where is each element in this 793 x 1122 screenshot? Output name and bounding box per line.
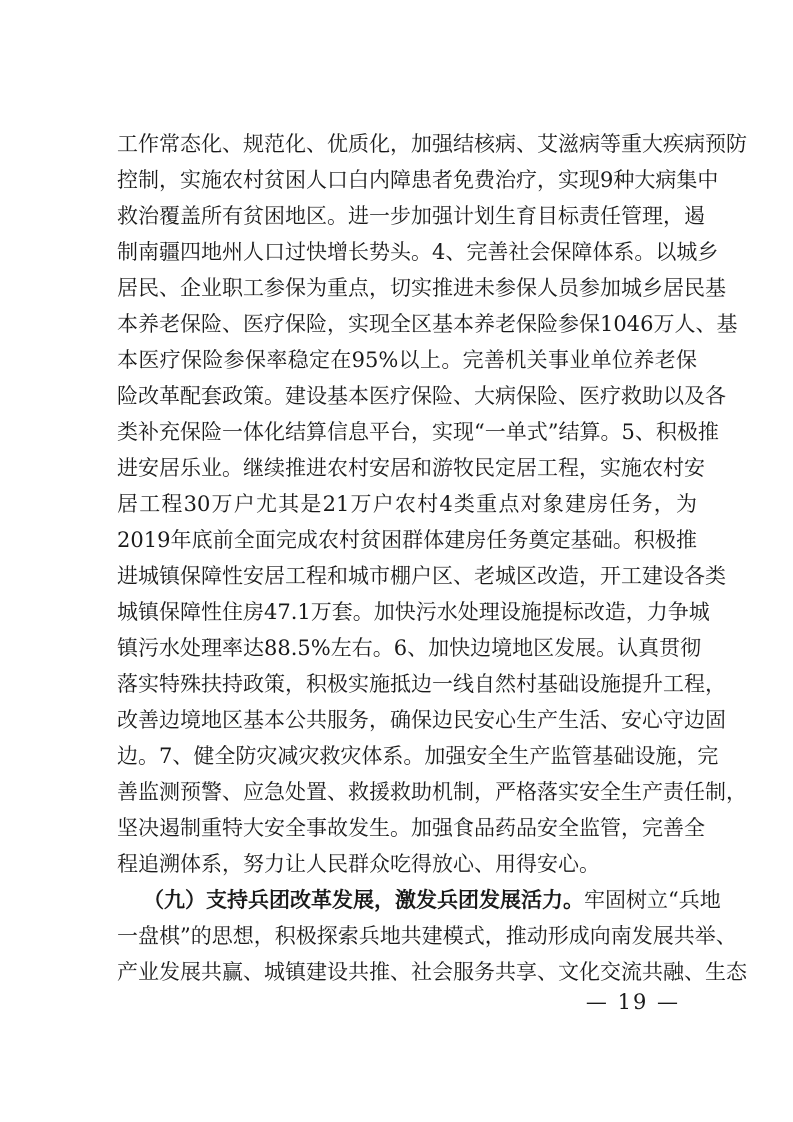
section-9-first-line [117,882,721,918]
page-number: — 19 — [585,990,680,1014]
text-line: 落实特殊扶持政策，积极实施抵边一线自然村基础设施提升工程， [117,672,726,696]
text-line: 类补充保险一体化结算信息平台，实现“一单式”结算。5、积极推 [117,420,719,444]
text-line: 险改革配套政策。建设基本医疗保险、大病保险、医疗救助以及各 [117,384,726,408]
text-line: 救治覆盖所有贫困地区。进一步加强计划生育目标责任管理，遏 [117,204,705,228]
text-line: 进安居乐业。继续推进农村安居和游牧民定居工程，实施农村安 [117,456,705,480]
text-line: 坚决遏制重特大安全事故发生。加强食品药品安全监管，完善全 [117,816,705,840]
text-line: 居工程30万户尤其是21万户农村4类重点对象建房任务，为 [117,492,697,516]
text-line: 本医疗保险参保率稳定在95%以上。完善机关事业单位养老保 [117,348,697,372]
body-text [117,126,747,990]
text-line: 产业发展共赢、城镇建设共推、社会服务共享、文化交流共融、生态 [117,960,747,984]
text-line: 进城镇保障性安居工程和城市棚户区、老城区改造，开工建设各类 [117,564,726,588]
text-line: 制南疆四地州人口过快增长势头。4、完善社会保障体系。以城乡 [117,240,719,264]
text-line: 边。7、健全防灾减灾救灾体系。加强安全生产监管基础设施，完 [117,744,719,768]
text-line: 居民、企业职工参保为重点，切实推进未参保人员参加城乡居民基 [117,276,726,300]
text-line: 镇污水处理率达88.5%左右。6、加快边境地区发展。认真贯彻 [117,636,702,660]
section-9-heading: （九）支持兵团改革发展，激发兵团发展活力。 [143,887,584,912]
text-line: 2019年底前全面完成农村贫困群体建房任务奠定基础。积极推 [117,528,697,552]
text-line: 善监测预警、应急处置、救援救助机制，严格落实安全生产责任制， [117,780,747,804]
text-line: 一盘棋”的思想，积极探索兵地共建模式，推动形成向南发展共举、 [117,924,737,948]
text-line: 本养老保险、医疗保险，实现全区基本养老保险参保1046万人、基 [117,312,738,336]
text-line: 控制，实施农村贫困人口白内障患者免费治疗，实现9种大病集中 [117,168,719,192]
text-line: 改善边境地区基本公共服务，确保边民安心生产生活、安心守边固 [117,708,726,732]
text-line: 程追溯体系，努力让人民群众吃得放心、用得安心。 [117,852,600,876]
text-line: 城镇保障性住房47.1万套。加快污水处理设施提标改造，力争城 [117,600,710,624]
text-line: 工作常态化、规范化、优质化，加强结核病、艾滋病等重大疾病预防 [117,132,747,156]
section-9-first-line-rest: 牢固树立“兵地 [584,888,721,912]
